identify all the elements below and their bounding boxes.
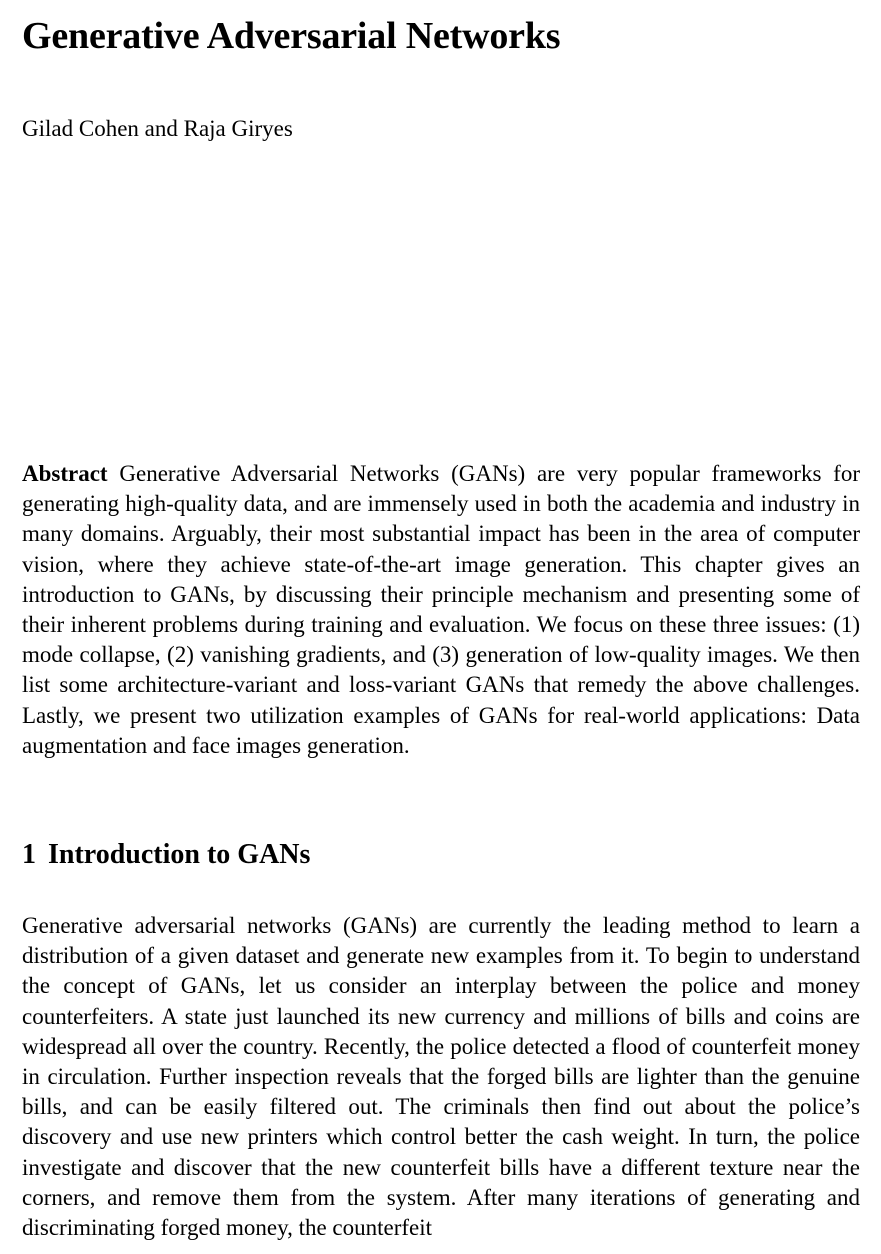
intro-paragraph: Generative adversarial networks (GANs) are currently the leading method to learn a distribution of a given dataset and generate new examples from it. To begin to understand the concept of GANs, let us consider an interplay between the police and money counterfeiters. A state just launched its new currency and millions of bills and coins are widespread all over the country. Recently, the police detected a flood of counterfeit money in circulation. Further inspection reveals that the forged bills are lighter than the genuine bills, and can be easily filtered out. The criminals then find out about the police’s discovery and use new printers which control better the cash weight. In turn, the police investigate and discover that the new counterfeit bills have a different texture near the corners, and remove them from the system. After many iterations of generating and discriminating forged money, the counterfeit (22, 913, 860, 1241)
section-number: 1 (22, 839, 36, 870)
abstract-text: Generative Adversarial Networks (GANs) are very popular frameworks for generating high-quality data, and are immensely used in both the academia and industry in many domains. Arguably, their most substantial impact has been in the area of computer vision, where they achieve state-of-the-art image generation. This chapter gives an introduction to GANs, by discussing their principle mechanism and presenting some of their inherent problems during training and evaluation. We focus on these three issues: (1) mode collapse, (2) vanishing gradients, and (3) generation of low-quality images. We then list some architecture-variant and loss-variant GANs that remedy the above challenges. Lastly, we present two utilization examples of GANs for real-world applications: Data augmentation and face images generation. (22, 461, 861, 758)
abstract-label: Abstract (22, 461, 108, 486)
section-title: Introduction to GANs (48, 839, 311, 870)
paper-title: Generative Adversarial Networks (22, 15, 561, 57)
section-heading (22, 836, 310, 874)
paper-authors: Gilad Cohen and Raja Giryes (22, 116, 293, 141)
abstract-paragraph (22, 459, 860, 761)
